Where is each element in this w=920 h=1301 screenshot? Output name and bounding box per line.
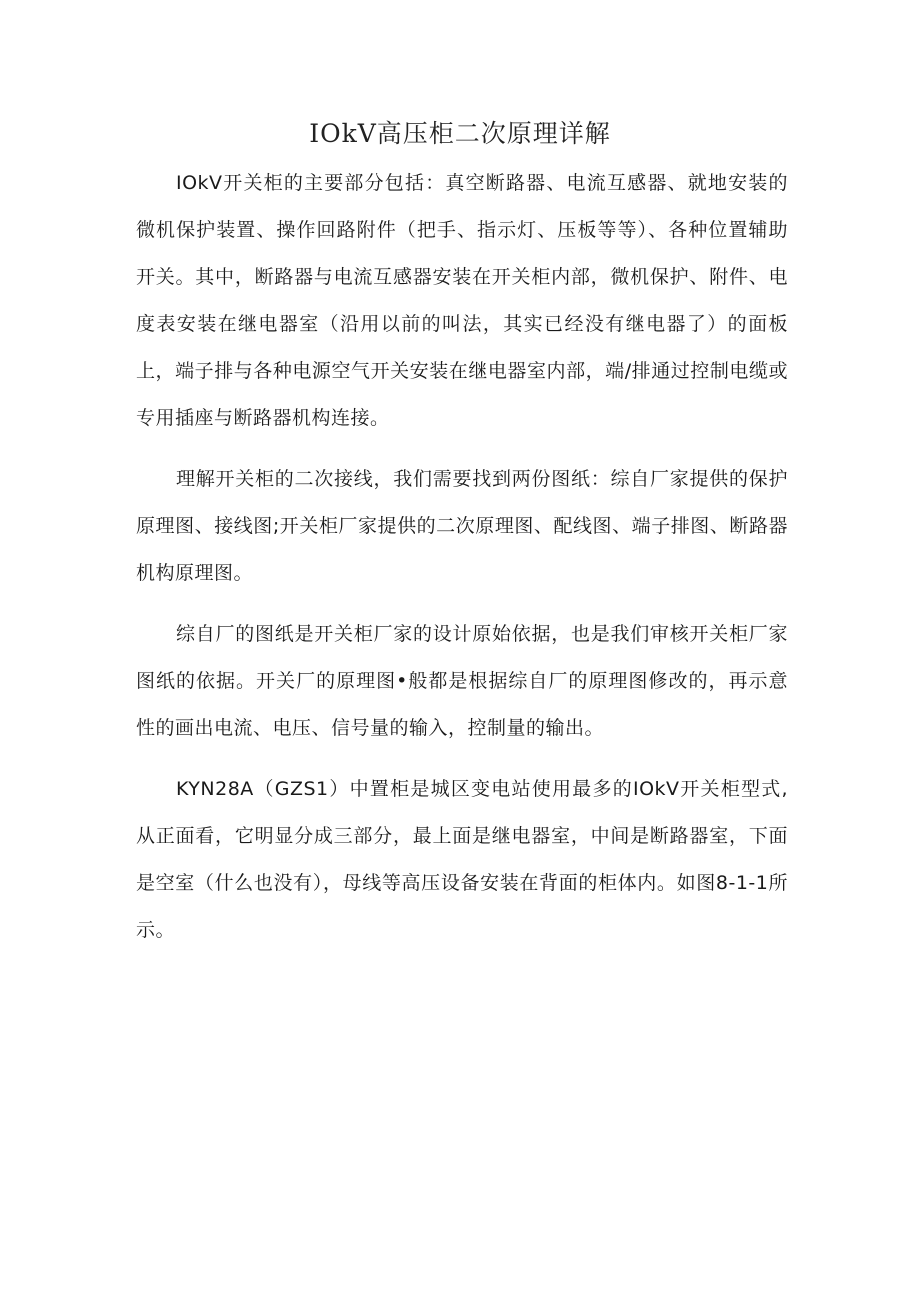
document-body [136,160,788,968]
paragraph-kyn28a-layout: KYN28A（GZS1）中置柜是城区变电站使用最多的IOkV开关柜型式,从正面看，它明显分成三部分，最上面是继电器室，中间是断路器室，下面是空室（什么也没有），母线等高压设备安装在背面的柜体内。如图8-1-1所示。 [136,778,788,941]
paragraph-switchgear-components: IOkV开关柜的主要部分包括：真空断路器、电流互感器、就地安装的微机保护装置、操作回路附件（把手、指示灯、压板等等）、各种位置辅助开关。其中，断路器与电流互感器安装在开关柜内部，微机保护、附件、电度表安装在继电器室（沿用以前的叫法，其实已经没有继电器了）的面板上，端子排与各种电源空气开关安装在继电器室内部，端/排通过控制电缆或专用插座与断路器机构连接。 [136,172,788,429]
document-title: IOkV高压柜二次原理详解 [309,119,611,148]
paragraph-required-drawings: 理解开关柜的二次接线，我们需要找到两份图纸：综自厂家提供的保护原理图、接线图;开关柜厂家提供的二次原理图、配线图、端子排图、断路器机构原理图。 [136,468,788,584]
paragraph-drawing-basis: 综自厂的图纸是开关柜厂家的设计原始依据，也是我们审核开关柜厂家图纸的依据。开关厂的原理图•般都是根据综自厂的原理图修改的，再示意性的画出电流、电压、信号量的输入，控制量的输出。 [136,623,788,739]
